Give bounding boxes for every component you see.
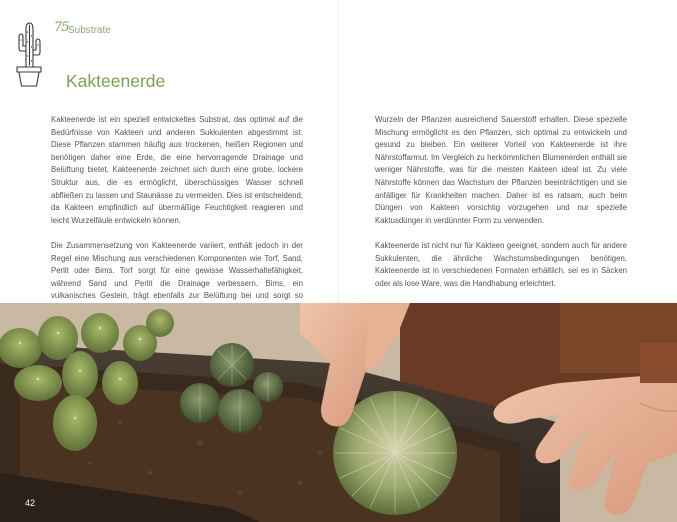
text-column-right [375,114,627,303]
potted-cactus-icon [14,15,44,89]
page-number: 42 [24,498,35,508]
paragraph: Wurzeln der Pflanzen ausreichend Sauerstoff erhalten. Diese spezielle Mischung ermöglicht es den Pflanzen, sich optimal zu entwickeln und gesund zu bleiben. Ein weiterer Vorteil von Kakteenerde ist ihre Nährstoffarmut. Im Vergleich zu herkömmlichen Blumenerden enthält sie weniger Nährstoffe, was für die meisten Kakteen ideal ist. Zu viele Nährstoffe können das Wachstum der Pflanzen beeinträchtigen und sie anfälliger für Krankheiten machen. Daher ist es ratsam, auch beim Düngen von Kakteen vorsichtig vorzugehen und nur spezielle Kaktusdünger in verdünnter Form zu verwenden. [375,115,627,225]
paragraph: Kakteenerde ist ein speziell entwickeltes Substrat, das optimal auf die Bedürfnisse von Kakteen und anderen Sukkulenten abgestimmt ist. Diese Pflanzen stammen häufig aus trockenen, heißen Regionen und benötigen daher eine Erde, die eine hervorragende Drainage und Belüftung bietet. Kakteenerde zeichnet sich durch eine grobe, lockere Struktur aus, die es ermöglicht, überschüssiges Wasser schnell abfließen zu lassen und Staunässe zu vermeiden. Dies ist entscheidend, da Kakteen empfindlich auf übermäßige Feuchtigkeit reagieren und leicht Wurzelfäule entwickeln können. [51,115,303,225]
chapter-number: 75 [54,20,69,35]
paragraph: Die Zusammensetzung von Kakteenerde variiert, enthält jedoch in der Regel eine Mischung aus verschiedenen Komponenten wie Torf, Sand, Perlit oder Bims. Torf sorgt für eine gewisse Wasserhaltefähigkeit, während Sand und Perlit die Drainage verbessern. Bims, ein vulkanisches Gestein, trägt ebenfalls zur Belüftung bei und sorgt so [51,240,303,301]
photo-illustration [0,303,677,522]
cactus-planting-photo [0,303,677,522]
section-label: Substrate [68,25,111,36]
page-gutter [337,0,340,303]
page-title: Kakteenerde [66,71,166,91]
text-column-left [51,114,303,328]
paragraph: Kakteenerde ist nicht nur für Kakteen geeignet, sondern auch für andere Sukkulenten, die ähnliche Wachstumsbedingungen benötigen. Kakteenerde ist in verschiedenen Formaten erhältlich, sei es in Säcken oder als lose Ware, was die Handhabung erleichtert. [375,240,627,288]
